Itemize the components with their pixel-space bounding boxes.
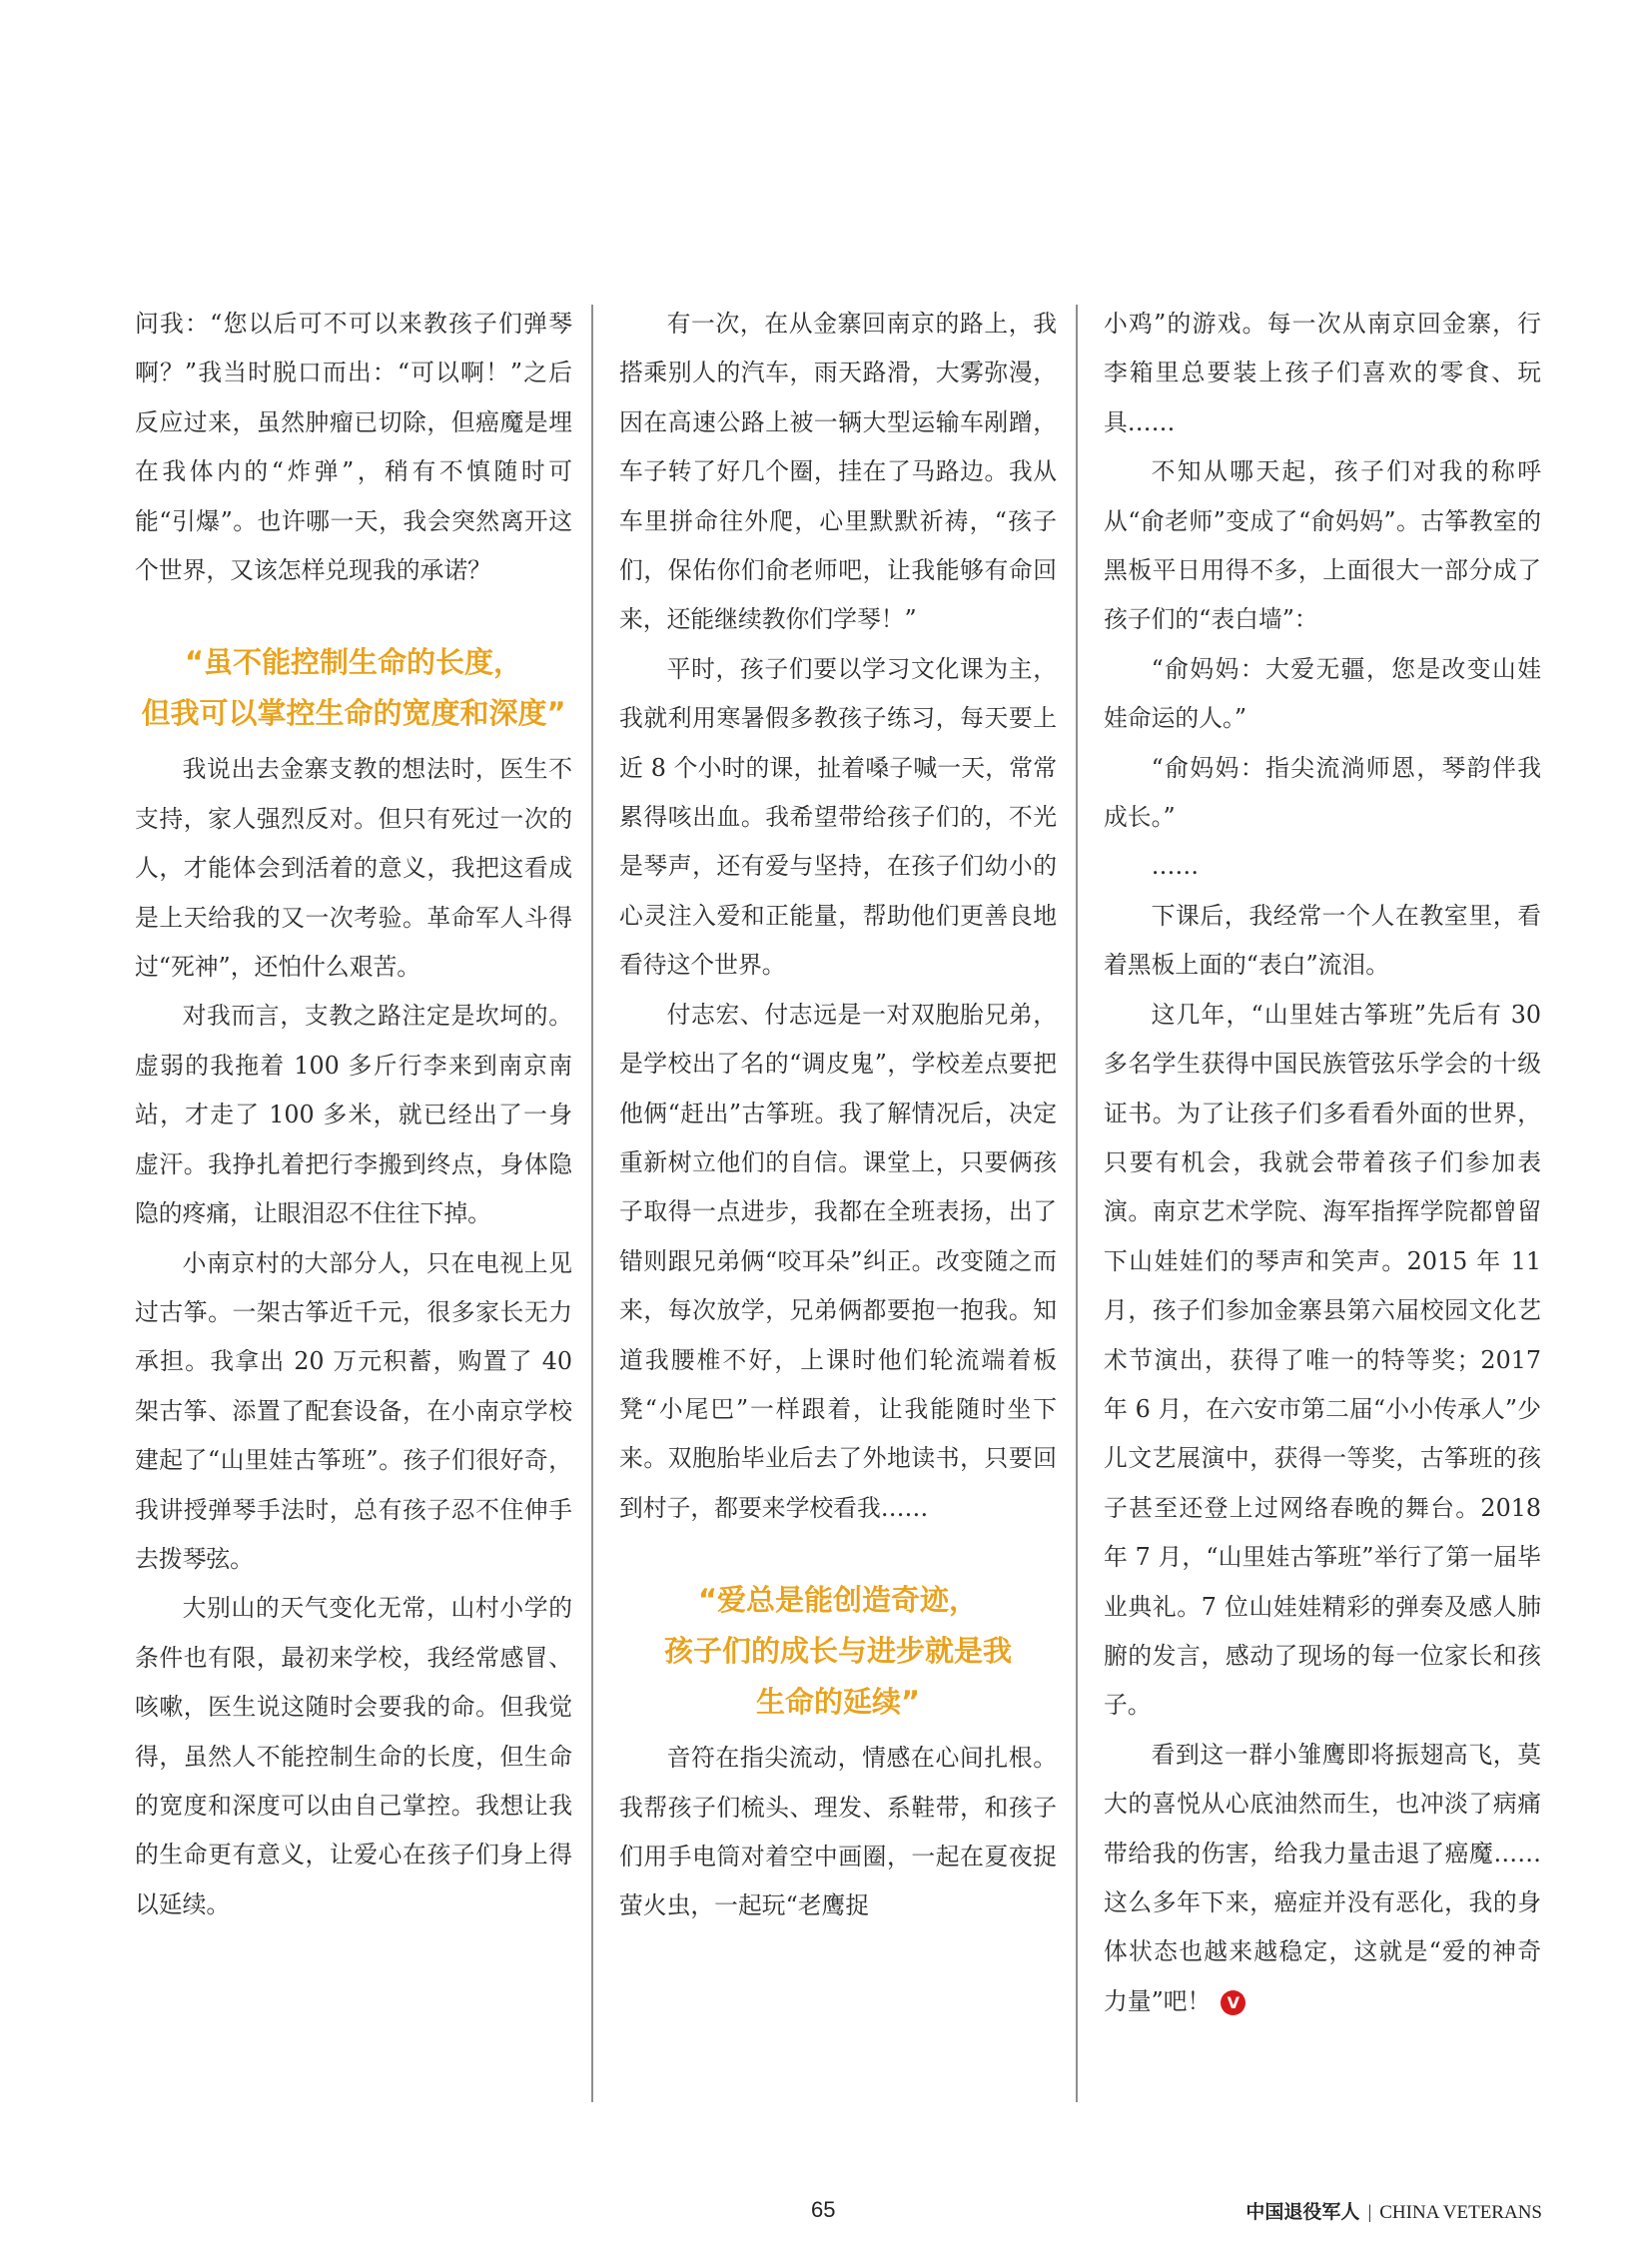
heading-line: “爱总是能创造奇迹，: [697, 1583, 979, 1618]
paragraph-text: 看到这一群小雏鹰即将振翅高飞，莫大的喜悦从心底油然而生，也冲淡了病痛带给我的伤害，给我力量击退了癌魔……这么多年下来，癌症并没有恶化，我的身体状态也越来越稳定，这就是“爱的神奇力量”吧！: [1104, 1740, 1541, 2015]
page-number: 65: [811, 2197, 836, 2222]
paragraph: 小鸡”的游戏。每一次从南京回金寨，行李箱里总要装上孩子们喜欢的零食、玩具……: [1104, 310, 1541, 436]
paragraph: 小南京村的大部分人，只在电视上见过古筝。一架古筝近千元，很多家长无力承担。我拿出 20 万元积蓄，购置了 40 架古筝、添置了配套设备，在小南京学校建起了“山里娃古筝班”。孩子们很好奇，我讲授弹琴手法时，总有孩子忍不住伸手去拨琴弦。: [135, 1248, 572, 1573]
section-heading: [135, 637, 572, 739]
magazine-name-cn: 中国退役军人: [1245, 2201, 1360, 2223]
heading-line: 孩子们的成长与进步就是我: [663, 1634, 1012, 1669]
article-end-icon: V: [1221, 1990, 1245, 2015]
paragraph: 有一次，在从金寨回南京的路上，我搭乘别人的汽车，雨天路滑，大雾弥漫，因在高速公路上被一辆大型运输车剐蹭，车子转了好几个圈，挂在了马路边。我从车里拼命往外爬，心里默默祈祷，“孩子们，保佑你们俞老师吧，让我能够有命回来，还能继续教你们学琴！”: [619, 310, 1057, 634]
magazine-footer: [1245, 2197, 1542, 2224]
heading-line: “虽不能控制生命的长度，: [184, 645, 523, 680]
paragraph: 不知从哪天起，孩子们对我的称呼从“俞老师”变成了“俞妈妈”。古筝教室的黑板平日用得不多，上面很大一部分成了孩子们的“表白墙”：: [1104, 457, 1541, 634]
paragraph: 大别山的天气变化无常，山村小学的条件也有限，最初来学校，我经常感冒、咳嗽，医生说这随时会要我的命。但我觉得，虽然人不能控制生命的长度，但生命的宽度和深度可以由自己掌控。我想让我的生命更有意义，让爱心在孩子们身上得以延续。: [135, 1594, 572, 1918]
column-divider: [1076, 305, 1078, 2102]
magazine-name-en: CHINA VETERANS: [1379, 2202, 1542, 2223]
text-column-left: [135, 300, 572, 2097]
text-column-middle: [619, 300, 1057, 2097]
text-column-right: [1104, 300, 1541, 2097]
paragraph: 音符在指尖流动，情感在心间扎根。我帮孩子们梳头、理发、系鞋带，和孩子们用手电筒对着空中画圈，一起在夏夜捉萤火虫，一起玩“老鹰捉: [619, 1744, 1057, 1920]
paragraph: 付志宏、付志远是一对双胞胎兄弟，是学校出了名的“调皮鬼”，学校差点要把他俩“赶出”古筝班。我了解情况后，决定重新树立他们的自信。课堂上，只要俩孩子取得一点进步，我都在全班表扬，出了错则跟兄弟俩“咬耳朵”纠正。改变随之而来，每次放学，兄弟俩都要抱一抱我。知道我腰椎不好，上课时他们轮流端着板凳“小尾巴”一样跟着，让我能随时坐下来。双胞胎毕业后去了外地读书，只要回到村子，都要来学校看我……: [619, 1000, 1057, 1522]
paragraph: 对我而言，支教之路注定是坎坷的。虚弱的我拖着 100 多斤行李来到南京南站，才走了 100 多米，就已经出了一身虚汗。我挣扎着把行李搬到终点，身体隐隐的疼痛，让眼泪忍不住往下掉。: [135, 1002, 572, 1228]
section-heading: [619, 1575, 1057, 1728]
heading-line: 生命的延续”: [755, 1685, 921, 1720]
paragraph: [1104, 1731, 1541, 2026]
column-divider: [591, 305, 593, 2102]
quote-paragraph: “俞妈妈：大爱无疆，您是改变山娃娃命运的人。”: [1104, 654, 1541, 733]
paragraph: 下课后，我经常一个人在教室里，看着黑板上面的“表白”流泪。: [1104, 901, 1541, 980]
paragraph: 平时，孩子们要以学习文化课为主，我就利用寒暑假多教孩子练习，每天要上近 8 个小时的课，扯着嗓子喊一天，常常累得咳出血。我希望带给孩子们的，不光是琴声，还有爱与坚持，在孩子们幼小的心灵注入爱和正能量，帮助他们更善良地看待这个世界。: [619, 654, 1057, 980]
paragraph: 我说出去金寨支教的想法时，医生不支持，家人强烈反对。但只有死过一次的人，才能体会到活着的意义，我把这看成是上天给我的又一次考验。革命军人斗得过“死神”，还怕什么艰苦。: [135, 755, 572, 982]
ellipsis-paragraph: ……: [1151, 852, 1200, 881]
paragraph: 这几年，“山里娃古筝班”先后有 30 多名学生获得中国民族管弦乐学会的十级证书。为了让孩子们多看看外面的世界，只要有机会，我就会带着孩子们参加表演。南京艺术学院、海军指挥学院都曾留下山娃娃们的琴声和笑声。2015 年 11 月，孩子们参加金寨县第六届校园文化艺术节演出，获得了唯一的特等奖；2017 年 6 月，在六安市第二届“小小传承人”少儿文艺展演中，获得一等奖，古筝班的孩子甚至还登上过网络春晚的舞台。2018 年 7 月，“山里娃古筝班”举行了第一届毕业典礼。7 位山娃娃精彩的弹奏及感人肺腑的发言，感动了现场的每一位家长和孩子。: [1104, 1000, 1541, 1720]
quote-paragraph: “俞妈妈：指尖流淌师恩，琴韵伴我成长。”: [1104, 753, 1541, 832]
heading-line: 但我可以掌控生命的宽度和深度”: [141, 696, 566, 731]
paragraph: 问我：“您以后可不可以来教孩子们弹琴啊？”我当时脱口而出：“可以啊！”之后反应过来，虽然肿瘤已切除，但癌魔是埋在我体内的“炸弹”，稍有不慎随时可能“引爆”。也许哪一天，我会突然离开这个世界，又该怎样兑现我的承诺？: [135, 310, 572, 585]
footer-separator: |: [1367, 2202, 1372, 2223]
